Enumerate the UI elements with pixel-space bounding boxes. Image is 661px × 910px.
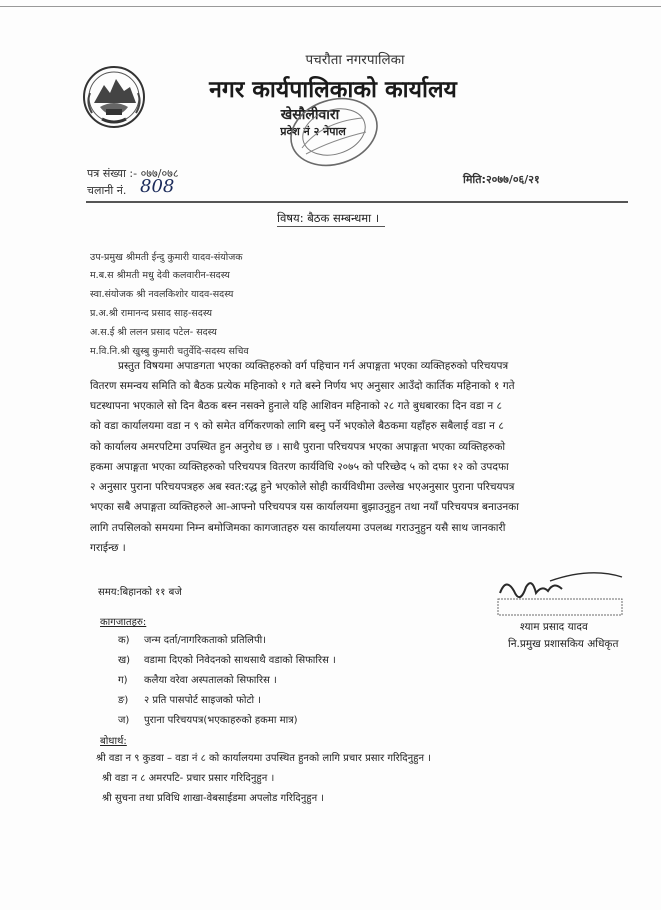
body-line: हकमा अपाङ्गता भएका व्यक्तिहरुको परिचयपत्र वितरण कार्यविधि २०७५ को परिच्छेद ५ को दफा १२ को उपदफा — [90, 461, 509, 473]
office-place: खेसौलीवारा — [280, 107, 340, 123]
signature-block — [490, 563, 630, 623]
document-marker: ख) — [118, 655, 131, 666]
copy-to-item: श्री वडा न ९ कुडवा – वडा नं ८ को कार्यालयमा उपस्थित हुनको लागि प्रचार प्रसार गरिदिनुहुन । — [96, 753, 431, 764]
copy-to-heading: बोधार्थ: — [100, 736, 127, 747]
handwritten-signature — [490, 563, 630, 623]
document-text: जन्म दर्ता/नागरिकताको प्रतिलिपी। — [144, 635, 267, 646]
letter-subject: विषय: बैठक सम्बन्धमा । — [277, 211, 380, 225]
copy-to-item: श्री वडा न ८ अमरपटि- प्रचार प्रसार गरिदिनुहुन । — [102, 773, 275, 784]
document-item — [118, 632, 266, 646]
document-text: पुराना परिचयपत्र(भएकाहरुको हकमा मात्र) — [144, 715, 298, 726]
body-line: प्रस्तुत विषयमा अपाङगता भएका व्यक्तिहरुको वर्ग पहिचान गर्न अपाङ्गता भएका व्यक्तिहरुको परिचयपत्र — [118, 360, 509, 372]
recipient-line: म.ब.स श्रीमती मधु देवी कलवारीन-सदस्य — [90, 270, 230, 281]
body-line: लागि तपसिलको समयमा निम्न बमोजिमका कागजातहरु यस कार्यालयमा उपलब्ध गराउनुहुन यसै साथ जानकारी — [90, 522, 506, 534]
scan-edge-line — [0, 6, 661, 7]
municipality-name: पचरौता नगरपालिका — [305, 52, 405, 68]
recipient-line: प्र.अ.श्री रामानन्द प्रसाद साह-सदस्य — [90, 308, 213, 319]
signatory-title: नि.प्रमुख प्रशासकिय अधिकृत — [508, 638, 619, 650]
body-line: भएका सबै अपाङ्गता व्यक्तिहरुले आ-आफ्नो परिचयपत्र यस कार्यालयमा बुझाउनुहुन तथा नयाँ परिचयपत्र बनाउनका — [90, 501, 519, 513]
recipient-line: अ.स.ई श्री ललन प्रसाद पटेल- सदस्य — [90, 327, 217, 338]
dispatch-number-value: 808 — [140, 176, 175, 197]
recipient-line: स्वा.संयोजक श्री नवलकिशोर यादव-सदस्य — [90, 289, 234, 300]
documents-heading: कागजातहरु: — [100, 617, 147, 628]
document-marker: ङ) — [118, 695, 129, 706]
recipient-line: म.वि.नि.श्री खुस्बु कुमारी चतुर्वेदि-सदस्य सचिव — [90, 346, 249, 357]
body-line: को कार्यालय अमरपटिमा उपस्थित हुन अनुरोध छ । साथै पुराना परिचयपत्र भएका अपाङ्गता भएका व्यक्तिहरुको — [90, 441, 506, 453]
nepal-emblem-icon — [82, 63, 146, 131]
document-text: २ प्रति पासपोर्ट साइजको फोटो । — [144, 695, 262, 706]
office-province: प्रदेश नं २ नेपाल — [280, 125, 346, 138]
body-line: गराईन्छ । — [90, 542, 126, 554]
meeting-time: समय:बिहानको ११ बजे — [98, 587, 182, 598]
header-divider — [86, 201, 628, 203]
copy-to-item: श्री सुचना तथा प्रविधि शाखा-वेबसाईडमा अपलोड गरिदिनुहुन । — [102, 793, 325, 804]
document-marker: ग) — [118, 675, 128, 686]
document-marker: ज) — [118, 715, 130, 726]
body-line: वितरण समन्वय समिति को बैठक प्रत्येक महिनाको १ गते बस्ने निर्णय भए अनुसार आउँदो कार्तिक महिनाको १ गते — [90, 380, 515, 392]
document-text: वडामा दिएको निवेदनको साथसाथै वडाको सिफारिस । — [144, 655, 336, 666]
document-item — [118, 652, 336, 666]
dispatch-number-label: चलानी नं. — [87, 184, 127, 197]
document-text: कलैया वरेवा अस्पतालको सिफारिस । — [144, 675, 277, 686]
document-marker: क) — [118, 635, 130, 646]
document-item — [118, 712, 298, 726]
subject-underline — [277, 226, 385, 227]
body-line: घटस्थापना भएकाले सो दिन बैठक बस्न नसक्ने हुनाले यहि आशिवन महिनाको २८ गते बुधबारका दिन वडा न ८ — [90, 400, 503, 412]
letter-reference-number: पत्र संख्या :- ०७७/०७८ — [87, 167, 179, 180]
body-line: २ अनुसार पुराना परिचयपत्रहरु अब स्वत:रद्ध हुने भएकोले सोही कार्यविधीमा उल्लेख भएअनुसार पुराना परिचयपत्र — [90, 481, 515, 493]
document-item — [118, 692, 261, 706]
signatory-name: श्याम प्रसाद यादव — [520, 621, 588, 633]
document-item — [118, 672, 277, 686]
office-stamp — [262, 92, 392, 172]
body-line: को वडा कार्यालयमा वडा न ९ को समेत वर्गिकरणको लागि बस्नु पर्ने भएकोले बैठकमा यहाँहरु सबैलाई वडा न ८ — [90, 420, 504, 432]
office-title: नगर कार्यपालिकाको कार्यालय — [209, 77, 457, 103]
recipient-line: उप-प्रमुख श्रीमती ईन्दु कुमारी यादव-संयोजक — [90, 252, 243, 263]
letter-date: मिति:२०७७/०६/२१ — [463, 173, 540, 186]
